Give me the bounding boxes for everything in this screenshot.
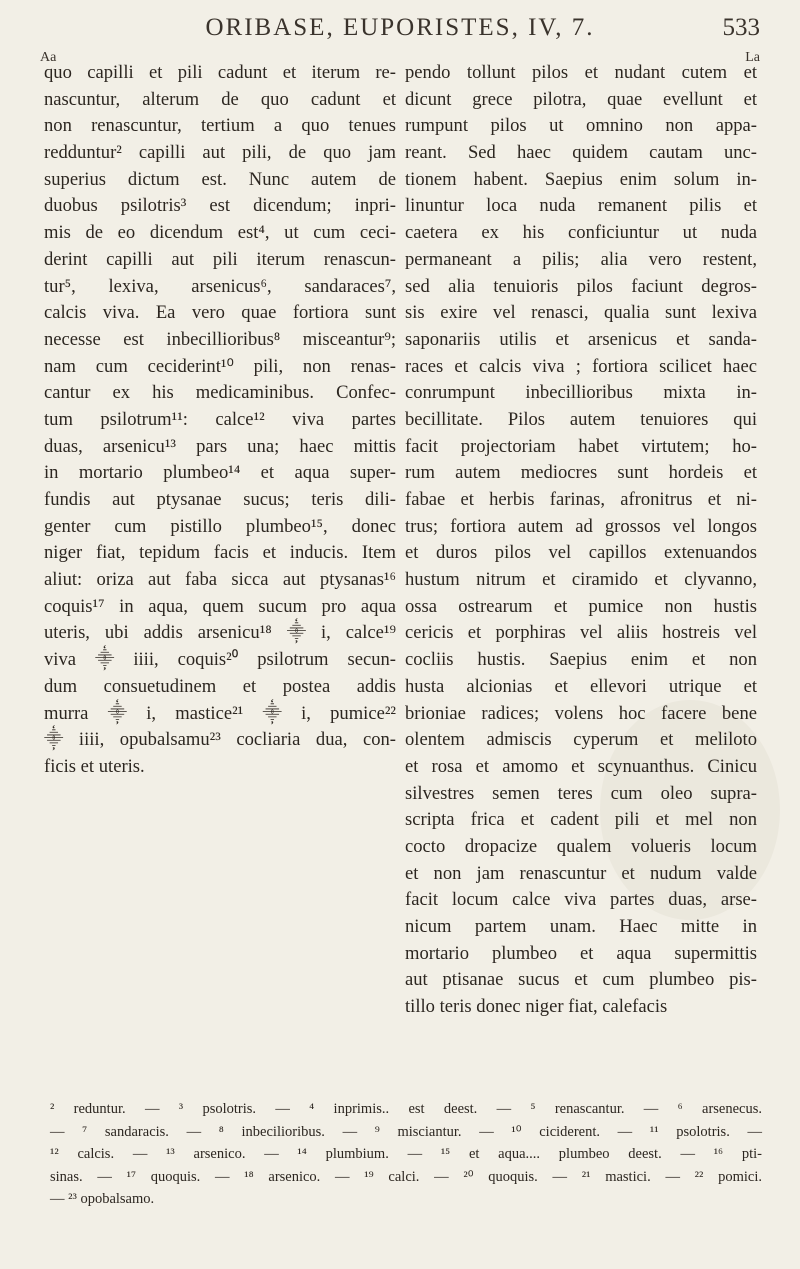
text-line: scripta frica et cadent pili et mel non — [405, 809, 757, 831]
text-line: sis exire vel renasci, qualia sunt lexiva — [405, 302, 757, 324]
text-line: mortario plumbeo et aqua supermittis — [405, 942, 757, 964]
text-line: tionem habent. Saepius enim solum in- — [405, 168, 757, 190]
text-line: derint capilli aut pili iterum renascun- — [44, 248, 396, 270]
text-line: saponariis utilis et arsenicus et sanda- — [405, 328, 757, 350]
text-line: aut ptisanae sucus et cum plumbeo pis- — [405, 969, 757, 991]
text-line: mis de eo dicendum est⁴, ut cum ceci- — [44, 222, 396, 244]
text-line: calcis viva. Ea vero quae fortiora sunt — [44, 302, 396, 324]
text-line: hustum nitrum et ciramido et clyvanno, — [405, 569, 757, 591]
text-line: murra ⸎ i, mastice²¹ ⸎ i, pumice²² — [44, 702, 396, 724]
page-header — [40, 14, 760, 65]
signature-mark-right: La — [745, 50, 760, 65]
text-line: duas, arsenicu¹³ pars una; haec mittis — [44, 435, 396, 457]
text-line: et non jam renascuntur et nudum valde — [405, 862, 757, 884]
text-line: rumpunt pilos ut omnino non appa- — [405, 115, 757, 137]
footnote-line: — ²³ opobalsamo. — [50, 1191, 155, 1207]
page-number: 533 — [722, 14, 760, 41]
text-line: dicunt grece pilotra, quae evellunt et — [405, 88, 757, 110]
text-line: linuntur loca nuda remanent pilis et — [405, 195, 757, 217]
text-line: pendo tollunt pilos et nudant cutem et — [405, 62, 757, 83]
text-line: genter cum pistillo plumbeo¹⁵, donec — [44, 515, 396, 537]
text-line: viva ⸎ iiii, coquis²⁰ psilotrum secun- — [44, 649, 396, 671]
running-head: ORIBASE, EUPORISTES, IV, 7. — [205, 14, 595, 41]
text-line: niger fiat, tepidum facis et inducis. Item — [44, 542, 396, 564]
text-line: non renascuntur, tertium a quo tenues — [44, 115, 396, 137]
text-line: becillitate. Pilos autem tenuiores qui — [405, 408, 757, 430]
text-line: aliut: oriza aut faba sicca aut ptysanas¹⁶ — [44, 569, 396, 591]
text-line: sed alia tenuioris pilos faciunt degros- — [405, 275, 757, 297]
text-line: nam cum ceciderint¹⁰ pili, non renas- — [44, 355, 396, 377]
text-line: et rosa et amomo et scynuanthus. Cinicu — [405, 755, 757, 777]
text-line: facit projectoriam habet virtutem; ho- — [405, 435, 757, 457]
footnote-line: ¹² calcis. — ¹³ arsenico. — ¹⁴ plumbium. — ¹⁵ et aqua.... plumbeo deest. — ¹⁶ pti- — [50, 1146, 762, 1162]
text-line: olentem admiscis cyperum et meliloto — [405, 729, 757, 751]
text-line: nascuntur, alterum de quo cadunt et — [44, 88, 396, 110]
text-line: duobus psilotris³ est dicendum; inpri- — [44, 195, 396, 217]
text-line: nicum partem unam. Haec mitte in — [405, 916, 757, 937]
text-line: permaneant a pilis; alia vero restent, — [405, 248, 757, 270]
footnote-line: ² reduntur. — ³ psolotris. — ⁴ inprimis.. est deest. — ⁵ renascantur. — ⁶ arsenecus. — [50, 1101, 762, 1117]
text-line: tum psilotrum¹¹: calce¹² viva partes — [44, 408, 396, 430]
text-line: in mortario plumbeo¹⁴ et aqua super- — [44, 462, 396, 484]
text-line: cocliis hustis. Saepius enim et non — [405, 649, 757, 671]
text-line: cericis et porphiras vel aliis hostreis vel — [405, 622, 757, 644]
text-line: et duros pilos vel capillos extenuandos — [405, 542, 757, 564]
text-line: husta alcionias et ellevori utrique et — [405, 675, 757, 697]
text-line: tur⁵, lexiva, arsenicus⁶, sandaraces⁷, — [44, 275, 396, 297]
text-line: redduntur² capilli aut pili, de quo jam — [44, 142, 396, 164]
text-line: ⸎ iiii, opubalsamu²³ cocliaria dua, con- — [44, 729, 396, 751]
footnote-line: sinas. — ¹⁷ quoquis. — ¹⁸ arsenico. — ¹⁹ calci. — ²⁰ quoquis. — ²¹ mastici. — ²² pomici. — [50, 1168, 762, 1185]
signature-mark-left: Aa — [40, 50, 57, 65]
text-line: fundis aut ptysanae sucus; teris dili- — [44, 489, 396, 510]
text-line: rum autem mediocres sunt hordeis et — [405, 462, 757, 484]
text-line: races et calcis viva ; fortiora scilicet haec — [405, 355, 757, 377]
text-line: trus; fortiora autem ad grossos vel longos — [405, 515, 757, 537]
text-line: tillo teris donec niger fiat, calefacis — [405, 996, 668, 1018]
text-line: necesse est inbecillioribus⁸ misceantur⁹; — [44, 328, 396, 350]
text-line: ficis et uteris. — [44, 755, 145, 777]
text-line: fabae et herbis farinas, afronitrus et ni- — [405, 489, 757, 510]
text-line: ossa ostrearum et pumice non hustis — [405, 595, 757, 617]
footnotes — [50, 1098, 762, 1211]
footnote-line: — ⁷ sandaracis. — ⁸ inbecilioribus. — ⁹ misciantur. — ¹⁰ ciciderent. — ¹¹ psolotris. — — [50, 1123, 762, 1140]
text-line: quo capilli et pili cadunt et iterum re- — [44, 62, 396, 83]
text-line: uteris, ubi addis arsenicu¹⁸ ⸎ i, calce¹⁹ — [44, 622, 396, 644]
text-line: caetera ex his conficiuntur ut nuda — [405, 222, 757, 244]
text-line: reant. Sed haec quidem cautam unc- — [405, 142, 757, 164]
right-column — [405, 60, 757, 1021]
text-line: coquis¹⁷ in aqua, quem sucum pro aqua — [44, 595, 396, 617]
left-column — [44, 60, 396, 781]
text-line: cantur ex his medicaminibus. Confec- — [44, 382, 396, 404]
text-line: cocto dropacize qualem volueris locum — [405, 835, 757, 857]
text-line: facit locum calce viva partes duas, arse- — [405, 889, 757, 911]
text-line: dum consuetudinem et postea addis — [44, 675, 396, 697]
text-line: conrumpunt inbecillioribus mixta in- — [405, 382, 757, 404]
text-line: brioniae radices; volens hoc facere bene — [405, 702, 757, 724]
text-line: superius dictum est. Nunc autem de — [44, 168, 396, 190]
text-line: silvestres semen teres cum oleo supra- — [405, 782, 757, 804]
